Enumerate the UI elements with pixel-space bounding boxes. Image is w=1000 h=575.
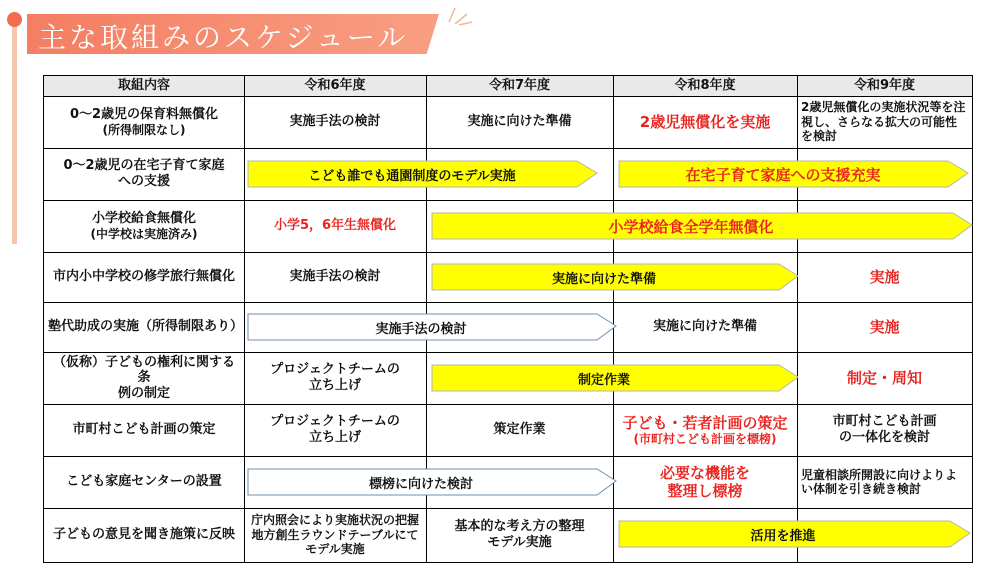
row1-r7: 実施に向けた準備 (467, 114, 572, 130)
row2-arrow2-label: 在宅子育て家庭への支援充実 (685, 165, 881, 184)
row5-r9: 実施 (869, 318, 900, 336)
banner-pole-knob (7, 12, 22, 27)
row3-r6: 小学5，6年生無償化 (273, 218, 397, 234)
row4-r9: 実施 (869, 268, 900, 286)
header-item: 取組内容 (117, 78, 170, 94)
row7-r6: プロジェクトチームの 立ち上げ (270, 414, 400, 445)
row9-r7: 基本的な考え方の整理 モデル実施 (454, 519, 585, 550)
row5-item: 塾代助成の実施（所得制限あり） (48, 319, 244, 335)
row6-arrow-label: 制定作業 (577, 372, 630, 388)
header-r8: 令和8年度 (674, 78, 736, 94)
row6-r9: 制定・周知 (846, 369, 922, 387)
row9-item: 子どもの意見を聞き施策に反映 (52, 527, 235, 543)
row9-arrow-label: 活用を推進 (750, 528, 816, 544)
row6-item: （仮称）子どもの権利に関する条 例の制定 (52, 354, 235, 401)
row8-arrow-label: 標榜に向けた検討 (368, 476, 473, 492)
row1-r8: 2歳児無償化を実施 (639, 113, 771, 131)
sparkle-icon (445, 4, 475, 26)
row7-r7: 策定作業 (493, 422, 546, 438)
page-title: 主な取組みのスケジュール (38, 21, 409, 54)
header-r6: 令和6年度 (304, 78, 366, 94)
row3-arrow-label: 小学校給食全学年無償化 (608, 217, 774, 236)
row8-r8: 必要な機能を 整理し標榜 (659, 464, 750, 500)
header-r7: 令和7年度 (488, 78, 551, 94)
row8-item: こども家庭センターの設置 (66, 474, 222, 490)
row2-arrow1-label: こども誰でも通園制度のモデル実施 (308, 168, 516, 184)
row5-r8: 実施に向けた準備 (652, 319, 757, 335)
row6-r6: プロジェクトチームの 立ち上げ (270, 362, 400, 393)
row1-item: 0～2歳児の保育料無償化 (所得制限なし) (69, 107, 219, 137)
row9-r6: 庁内照会により実施状況の把握 地方創生ラウンドテーブルにて モデル実施 (250, 513, 419, 557)
row2-item: 0～2歳児の在宅子育て家庭 への支援 (63, 158, 225, 189)
row4-arrow-label: 実施に向けた準備 (551, 271, 656, 287)
row7-r9: 市町村こども計画 の一体化を検討 (832, 414, 937, 445)
row5-arrow-label: 実施手法の検討 (375, 321, 467, 337)
header-r9: 令和9年度 (853, 78, 916, 94)
row7-r8: 子ども・若者計画の策定 (市町村こども計画を標榜) (622, 413, 788, 446)
row3-item: 小学校給食無償化 (中学校は実施済み) (90, 211, 198, 241)
banner-pole (12, 22, 17, 244)
title-banner (0, 0, 470, 60)
row1-r6: 実施手法の検討 (289, 114, 381, 130)
schedule-table (43, 75, 973, 563)
row4-item: 市内小中学校の修学旅行無償化 (52, 269, 235, 285)
row7-item: 市町村こども計画の策定 (72, 422, 216, 438)
row1-r9: 2歳児無償化の実施状況等を注視し、さらなる拡大の可能性を検討 (801, 100, 966, 144)
row4-r6: 実施手法の検討 (289, 269, 381, 285)
row8-r9: 児童相談所開設に向けよりよい体制を引き続き検討 (801, 467, 958, 496)
